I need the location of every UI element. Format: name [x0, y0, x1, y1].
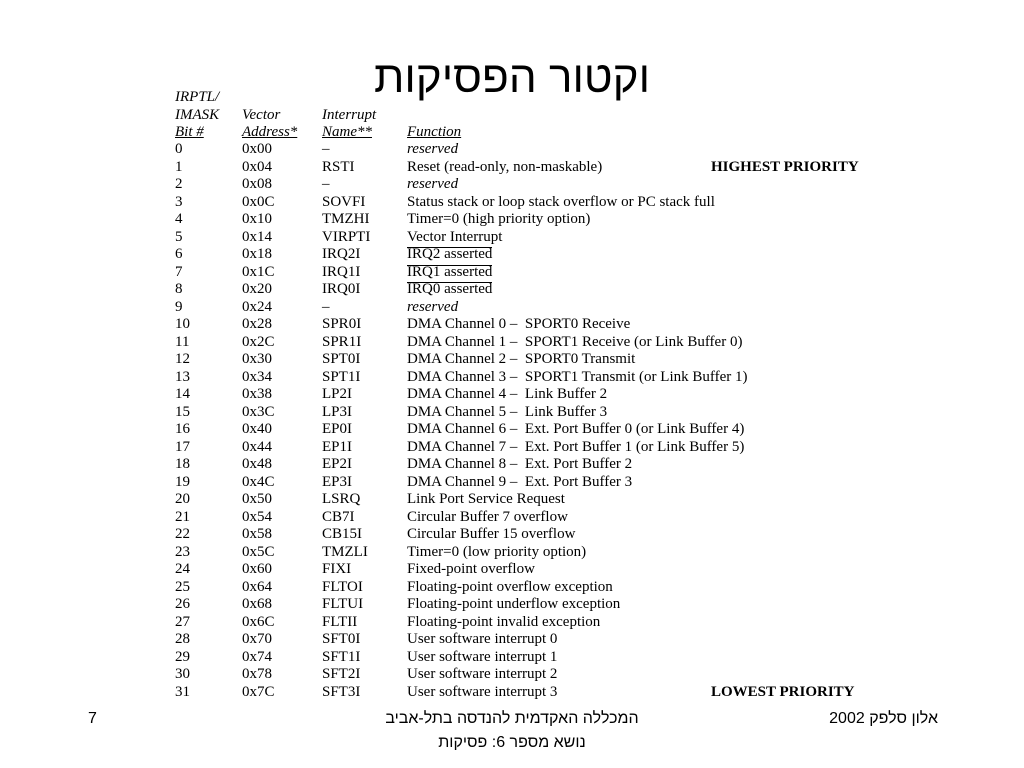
function-cell — [407, 491, 565, 509]
address-cell: 0x60 — [242, 561, 272, 577]
bit-cell: 11 — [175, 333, 190, 350]
header-function — [407, 124, 461, 142]
interrupt-name-cell: SPR0I — [322, 316, 362, 332]
interrupt-name-cell: SFT3I — [322, 683, 361, 700]
table-row — [0, 351, 1024, 369]
interrupt-name-cell: TMZLI — [322, 543, 368, 560]
function-cell — [407, 211, 590, 229]
bit-cell: 20 — [175, 491, 190, 507]
address-cell: 0x34 — [242, 368, 272, 385]
bit-cell: 30 — [175, 666, 190, 682]
function-cell — [407, 316, 630, 334]
interrupt-name-cell: RSTI — [322, 158, 355, 175]
bit-cell: 23 — [175, 543, 190, 560]
table-row — [0, 474, 1024, 492]
bit-cell: 1 — [175, 158, 183, 175]
table-row — [0, 649, 1024, 667]
footer-page-number: 7 — [88, 710, 97, 727]
bit-cell: 26 — [175, 596, 190, 612]
interrupt-name-cell: LP3I — [322, 403, 352, 420]
table-row — [0, 526, 1024, 544]
function-cell — [407, 369, 748, 387]
address-cell: 0x00 — [242, 141, 272, 157]
table-row — [0, 229, 1024, 247]
slide-title: וקטור הפסיקות — [373, 53, 651, 102]
function-text: DMA Channel 8 – Ext. Port Buffer 2 — [407, 456, 633, 472]
interrupt-name-cell: SFT0I — [322, 631, 361, 647]
footer-institution: המכללה האקדמית להנדסה בתל-אביב — [385, 710, 639, 727]
bit-cell: 8 — [175, 281, 183, 297]
function-text: DMA Channel 2 – SPORT0 Transmit — [407, 351, 636, 367]
interrupt-table — [0, 141, 1024, 701]
address-cell: 0x54 — [242, 508, 272, 525]
table-row — [0, 456, 1024, 474]
header-name-line2: Name** — [322, 124, 372, 140]
interrupt-name-cell: VIRPTI — [322, 228, 371, 245]
function-cell — [407, 421, 744, 439]
interrupt-name-cell: LP2I — [322, 386, 352, 402]
function-cell — [407, 281, 492, 299]
irq-signal: IRQ1 — [407, 263, 441, 280]
table-row — [0, 544, 1024, 562]
address-cell: 0x20 — [242, 281, 272, 297]
function-cell — [407, 456, 632, 474]
bit-cell: 13 — [175, 368, 190, 385]
function-cell — [407, 404, 607, 422]
function-prefix: reserved — [407, 176, 459, 192]
bit-cell: 4 — [175, 211, 183, 227]
address-cell: 0x48 — [242, 456, 272, 472]
function-cell — [407, 439, 744, 457]
table-row — [0, 666, 1024, 684]
function-text: User software interrupt 3 — [407, 683, 558, 700]
interrupt-name-cell: FLTUI — [322, 596, 364, 612]
function-cell — [407, 229, 502, 247]
interrupt-name-cell: IRQ1I — [322, 263, 361, 280]
address-cell: 0x40 — [242, 421, 272, 437]
function-cell — [407, 299, 458, 317]
interrupt-name-cell: SPT0I — [322, 351, 361, 367]
bit-cell: 19 — [175, 473, 190, 490]
address-cell: 0x38 — [242, 386, 272, 402]
function-text: Vector Interrupt — [407, 228, 503, 245]
bit-cell: 31 — [175, 683, 190, 700]
address-cell: 0x18 — [242, 246, 272, 262]
function-cell — [407, 544, 586, 562]
function-text: Fixed-point overflow — [407, 561, 535, 577]
table-row — [0, 404, 1024, 422]
function-text: User software interrupt 1 — [407, 648, 558, 665]
interrupt-name-cell: EP1I — [322, 438, 352, 455]
interrupt-name-cell: SFT2I — [322, 666, 361, 682]
table-row — [0, 386, 1024, 404]
bit-cell: 10 — [175, 316, 190, 332]
function-cell — [407, 264, 492, 282]
interrupt-name-cell: SFT1I — [322, 648, 361, 665]
bit-cell: 14 — [175, 386, 190, 402]
function-text: DMA Channel 4 – Link Buffer 2 — [407, 386, 608, 402]
address-cell: 0x64 — [242, 578, 272, 595]
interrupt-name-cell: EP0I — [322, 421, 352, 437]
bit-cell: 6 — [175, 246, 183, 262]
function-text: Circular Buffer 15 overflow — [407, 526, 576, 542]
interrupt-name-cell: TMZHI — [322, 211, 370, 227]
table-row — [0, 194, 1024, 212]
table-row — [0, 439, 1024, 457]
function-text: asserted — [440, 263, 493, 280]
header-name-line1: Interrupt — [322, 106, 377, 123]
irq-signal: IRQ2 — [407, 246, 441, 262]
function-text: DMA Channel 3 – SPORT1 Transmit (or Link Buffer 1) — [407, 368, 748, 385]
interrupt-name-cell: – — [322, 141, 330, 157]
address-cell: 0x28 — [242, 316, 272, 332]
table-row — [0, 211, 1024, 229]
address-cell: 0x04 — [242, 158, 272, 175]
interrupt-name-cell: IRQ2I — [322, 246, 361, 262]
function-cell — [407, 596, 620, 614]
priority-label: LOWEST PRIORITY — [711, 683, 855, 700]
table-row — [0, 281, 1024, 299]
header-bit-line3: Bit # — [175, 124, 204, 140]
function-cell — [407, 246, 492, 264]
address-cell: 0x5C — [242, 543, 275, 560]
address-cell: 0x70 — [242, 631, 272, 647]
address-cell: 0x10 — [242, 211, 272, 227]
table-row — [0, 159, 1024, 177]
function-text: Reset (read-only, non-maskable) — [407, 158, 603, 175]
table-row — [0, 491, 1024, 509]
header-bit-line1: IRPTL/ — [175, 89, 220, 105]
interrupt-name-cell: CB15I — [322, 526, 363, 542]
function-cell — [407, 684, 557, 702]
function-text: Floating-point invalid exception — [407, 613, 601, 630]
footer-topic: נושא מספר 6: פסיקות — [438, 734, 586, 751]
function-cell — [407, 649, 557, 667]
table-row — [0, 561, 1024, 579]
interrupt-name-cell: FLTOI — [322, 578, 363, 595]
bit-cell: 28 — [175, 631, 190, 647]
function-prefix: reserved — [407, 298, 459, 315]
function-cell — [407, 474, 632, 492]
function-cell — [407, 141, 458, 159]
function-cell — [407, 614, 600, 632]
address-cell: 0x7C — [242, 683, 275, 700]
function-text: Status stack or loop stack overflow or PC stack full — [407, 193, 715, 210]
function-text: DMA Channel 7 – Ext. Port Buffer 1 (or Link Buffer 5) — [407, 438, 745, 455]
interrupt-name-cell: IRQ0I — [322, 281, 361, 297]
table-row — [0, 316, 1024, 334]
table-row — [0, 334, 1024, 352]
table-row — [0, 369, 1024, 387]
function-cell — [407, 631, 557, 649]
address-cell: 0x30 — [242, 351, 272, 367]
interrupt-name-cell: – — [322, 298, 330, 315]
function-cell — [407, 159, 602, 177]
interrupt-name-cell: SPR1I — [322, 333, 362, 350]
address-cell: 0x1C — [242, 263, 275, 280]
header-address — [242, 107, 297, 142]
bit-cell: 15 — [175, 403, 190, 420]
bit-cell: 16 — [175, 421, 190, 437]
address-cell: 0x0C — [242, 193, 275, 210]
address-cell: 0x24 — [242, 298, 272, 315]
irq-signal: IRQ0 — [407, 281, 441, 297]
function-cell — [407, 386, 607, 404]
function-text: User software interrupt 2 — [407, 666, 558, 682]
function-cell — [407, 561, 535, 579]
function-text: asserted — [440, 281, 493, 297]
bit-cell: 29 — [175, 648, 190, 665]
bit-cell: 27 — [175, 613, 190, 630]
address-cell: 0x68 — [242, 596, 272, 612]
bit-cell: 21 — [175, 508, 190, 525]
address-cell: 0x78 — [242, 666, 272, 682]
interrupt-name-cell: FIXI — [322, 561, 352, 577]
table-row — [0, 264, 1024, 282]
address-cell: 0x14 — [242, 228, 272, 245]
address-cell: 0x74 — [242, 648, 272, 665]
bit-cell: 17 — [175, 438, 190, 455]
bit-cell: 22 — [175, 526, 190, 542]
address-cell: 0x44 — [242, 438, 272, 455]
function-text: DMA Channel 6 – Ext. Port Buffer 0 (or Link Buffer 4) — [407, 421, 745, 437]
function-text: DMA Channel 5 – Link Buffer 3 — [407, 403, 608, 420]
interrupt-name-cell: FLTII — [322, 613, 358, 630]
interrupt-name-cell: CB7I — [322, 508, 355, 525]
function-text: Floating-point overflow exception — [407, 578, 613, 595]
function-cell — [407, 176, 458, 194]
table-row — [0, 596, 1024, 614]
bit-cell: 7 — [175, 263, 183, 280]
function-cell — [407, 194, 715, 212]
bit-cell: 25 — [175, 578, 190, 595]
bit-cell: 24 — [175, 561, 190, 577]
function-cell — [407, 579, 613, 597]
function-text: Link Port Service Request — [407, 491, 565, 507]
bit-cell: 3 — [175, 193, 183, 210]
table-row — [0, 684, 1024, 702]
function-text: DMA Channel 0 – SPORT0 Receive — [407, 316, 631, 332]
table-row — [0, 299, 1024, 317]
function-text: Timer=0 (high priority option) — [407, 211, 591, 227]
address-cell: 0x58 — [242, 526, 272, 542]
function-cell — [407, 351, 635, 369]
interrupt-name-cell: LSRQ — [322, 491, 361, 507]
table-row — [0, 176, 1024, 194]
function-text: DMA Channel 9 – Ext. Port Buffer 3 — [407, 473, 633, 490]
interrupt-name-cell: EP2I — [322, 456, 352, 472]
table-row — [0, 614, 1024, 632]
table-row — [0, 631, 1024, 649]
function-text: Timer=0 (low priority option) — [407, 543, 587, 560]
function-text: DMA Channel 1 – SPORT1 Receive (or Link Buffer 0) — [407, 333, 743, 350]
function-text: Floating-point underflow exception — [407, 596, 621, 612]
footer-author: אלון סלפק 2002 — [829, 710, 938, 727]
interrupt-name-cell: SOVFI — [322, 193, 366, 210]
interrupt-name-cell: – — [322, 176, 330, 192]
function-cell — [407, 666, 557, 684]
header-address-line2: Address* — [242, 124, 298, 140]
function-cell — [407, 334, 742, 352]
bit-cell: 12 — [175, 351, 190, 367]
bit-cell: 5 — [175, 228, 183, 245]
bit-cell: 0 — [175, 141, 183, 157]
function-cell — [407, 526, 575, 544]
function-text: Circular Buffer 7 overflow — [407, 508, 568, 525]
address-cell: 0x4C — [242, 473, 275, 490]
table-row — [0, 141, 1024, 159]
header-name — [322, 107, 376, 142]
address-cell: 0x08 — [242, 176, 272, 192]
bit-cell: 2 — [175, 176, 183, 192]
function-cell — [407, 509, 568, 527]
priority-label: HIGHEST PRIORITY — [711, 158, 859, 175]
function-text: asserted — [440, 246, 493, 262]
address-cell: 0x3C — [242, 403, 275, 420]
header-function-label: Function — [407, 124, 462, 140]
table-row — [0, 509, 1024, 527]
function-prefix: reserved — [407, 141, 459, 157]
bit-cell: 18 — [175, 456, 190, 472]
interrupt-name-cell: SPT1I — [322, 368, 361, 385]
header-bit-line2: IMASK — [175, 106, 220, 123]
table-row — [0, 246, 1024, 264]
function-text: User software interrupt 0 — [407, 631, 558, 647]
address-cell: 0x6C — [242, 613, 275, 630]
table-row — [0, 579, 1024, 597]
header-address-line1: Vector — [242, 106, 281, 123]
address-cell: 0x50 — [242, 491, 272, 507]
bit-cell: 9 — [175, 298, 183, 315]
interrupt-name-cell: EP3I — [322, 473, 352, 490]
table-row — [0, 421, 1024, 439]
address-cell: 0x2C — [242, 333, 275, 350]
